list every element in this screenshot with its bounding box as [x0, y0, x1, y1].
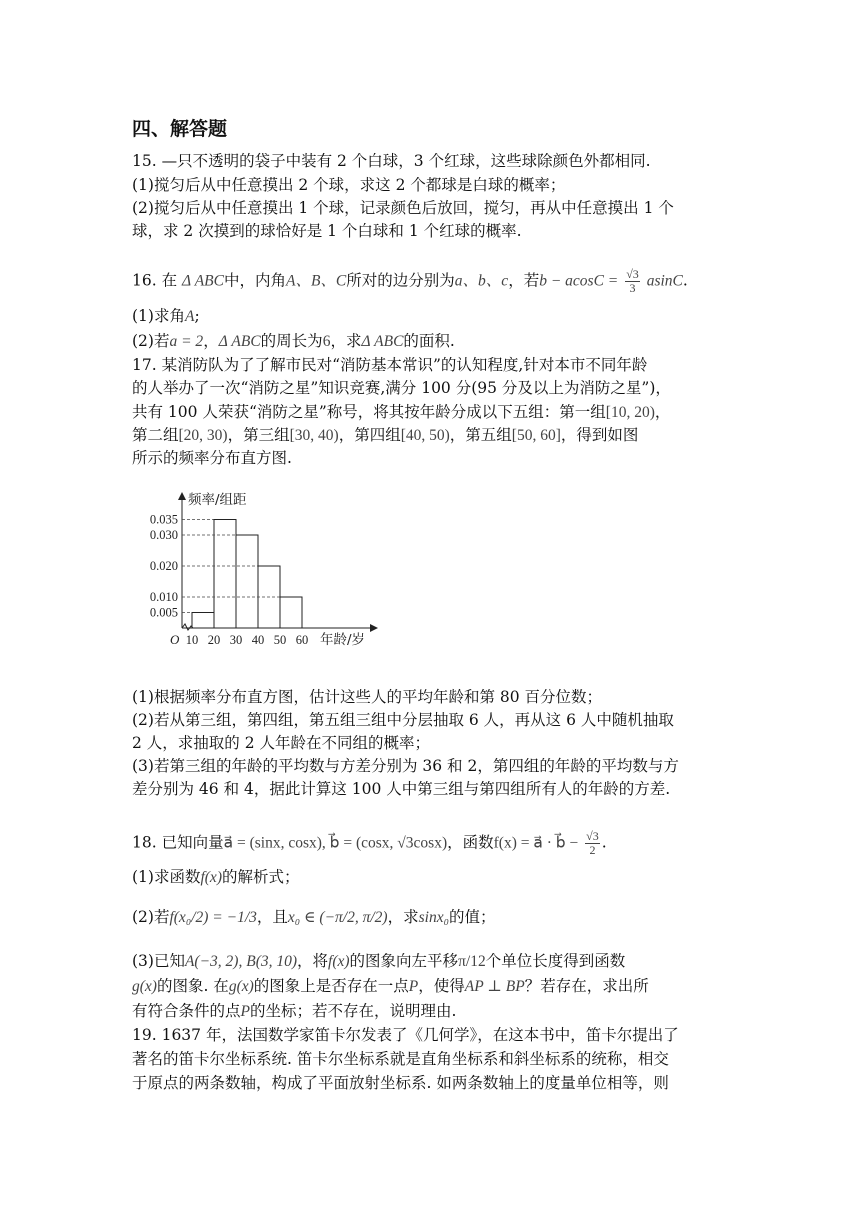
q16-p2-c: 的周长为 — [260, 332, 323, 350]
y-axis-title: 频率/组距 — [188, 492, 247, 508]
q18-p3-points: A(−3, 2), B(3, 10) — [184, 953, 298, 970]
q18-l1a: 18. 已知向量 — [132, 833, 224, 852]
q16-p2-eq: a = 2 — [169, 333, 204, 350]
q17-l4a: 第二组 — [132, 426, 179, 444]
x-tick-label: 30 — [229, 633, 243, 647]
y-tick-label: 0.020 — [149, 559, 178, 573]
q18-p1b: 的解析式； — [221, 868, 300, 886]
q18-fraction — [585, 830, 600, 857]
q18-p3j: 的坐标；若不存在，说明理由. — [249, 1002, 457, 1020]
q16-p1-text: (1)求角 — [132, 307, 185, 325]
q17-line-2: 的人举办了一次“消防之星”知识竞赛,满分 100 分(95 分及以上为消防之星”)， — [132, 379, 671, 397]
q16-equation-right: asinC — [646, 272, 683, 290]
q16-part-1 — [132, 305, 200, 328]
q16-p1-end: ; — [194, 307, 200, 325]
q16-p2-a: (2)若 — [132, 332, 170, 350]
q16-p2-b: ， — [203, 332, 219, 350]
q17-part-2b: 2 人，求抽取的 2 人年龄在不同组的概率； — [132, 734, 431, 752]
q16-prefix: 16. 在 — [132, 271, 178, 290]
q18-vectors: a⃗ = (sinx, cosx), b⃗ = (cosx, √3cosx) — [223, 834, 448, 852]
axis-break — [182, 624, 193, 630]
q16-p1-var: A — [184, 308, 195, 325]
q15-line-1: 15. —只不透明的袋子中装有 2 个白球，3 个红球，这些球除颜色外都相同. — [132, 152, 651, 170]
q18-p2c: ，求 — [387, 908, 419, 926]
q16-triangle: Δ ABC — [182, 272, 224, 290]
q18-part-2 — [132, 906, 495, 929]
x-axis-title: 年龄/岁 — [320, 632, 366, 648]
q17-group-5: [50, 60] — [511, 427, 561, 444]
x-tick-label: 50 — [273, 633, 287, 647]
q18-p3-gx: g(x) — [132, 978, 157, 995]
q18-p3c: 的图象向左平移 — [349, 952, 459, 970]
q17-line-3 — [132, 401, 670, 424]
q16-p2-e: 的面积. — [403, 332, 455, 350]
y-tick-label: 0.035 — [149, 512, 178, 527]
q18-p3d: 个单位长度得到函数 — [485, 952, 626, 970]
q18-l1c: . — [601, 833, 607, 852]
q18-part-3a — [132, 950, 625, 973]
histogram-bar — [280, 597, 302, 628]
q18-p3i: 有符合条件的点 — [132, 1002, 241, 1020]
q18-p3e: 的图象. 在 — [156, 977, 229, 995]
q16-mid3: ，若 — [508, 271, 540, 290]
q17-l3a: 共有 100 人荣获“消防之星”称号，将其按年龄分成以下五组：第一组 — [132, 403, 606, 421]
x-tick-label: 40 — [251, 633, 265, 647]
q19-line-1: 19. 1637 年，法国数学家笛卡尔发表了《几何学》，在这本书中，笛卡尔提出了 — [132, 1026, 679, 1044]
q19-line-3: 于原点的两条数轴，构成了平面放射坐标系. 如两条数轴上的度量单位相等，则 — [132, 1074, 669, 1092]
q17-group-4: [40, 50) — [400, 427, 450, 444]
q18-p2-range: x₀ ∈ (−π/2, π/2) — [287, 909, 388, 926]
q18-p3-fx: f(x) — [328, 953, 350, 970]
q17-group-1: [10, 20) — [605, 404, 655, 421]
q16-frac-num: √3 — [626, 267, 639, 281]
q16-equation-left: b − acosC = — [539, 272, 619, 290]
q18-p2b: ，且 — [256, 908, 288, 926]
y-tick-label: 0.030 — [149, 528, 178, 542]
origin-label: O — [170, 632, 180, 647]
q18-p3-perp: AP ⊥ BP — [464, 978, 525, 995]
q17-l4e: ，得到如图 — [560, 426, 639, 444]
x-tick-label: 60 — [295, 633, 309, 647]
x-tick-label: 20 — [207, 633, 221, 647]
histogram-bar — [192, 613, 214, 629]
y-tick-label: 0.010 — [149, 590, 178, 604]
section-title: 四、解答题 — [132, 118, 228, 140]
q18-p2d: 的值； — [448, 908, 496, 926]
x-tick-label: 10 — [185, 633, 199, 647]
q18-p1-fx: f(x) — [200, 869, 222, 886]
q16-stem — [132, 268, 688, 295]
q18-p3-gx2: g(x) — [228, 978, 254, 995]
q18-part-3c — [132, 1000, 456, 1023]
q17-line-4 — [132, 424, 638, 447]
q16-p2-six: 6 — [322, 333, 331, 350]
frequency-histogram — [122, 488, 402, 658]
q16-sides: a、b、c — [454, 272, 509, 290]
q18-p3h: ？若存在，求出所 — [524, 977, 649, 995]
q18-p3-P2: P — [240, 1003, 250, 1020]
q15-line-2: (1)搅匀后从中任意摸出 2 个球，求这 2 个都球是白球的概率； — [132, 176, 566, 194]
q17-line-5: 所示的频率分布直方图. — [132, 449, 292, 467]
q16-p2-d: ，求 — [330, 332, 362, 350]
q17-line-1: 17. 某消防队为了了解市民对“消防基本常识”的认知程度,针对本市不同年龄 — [132, 356, 648, 374]
q18-p3a: (3)已知 — [132, 952, 185, 970]
q18-p2-cond: f(x₀/2) = −1/3 — [169, 909, 257, 926]
q17-part-2a: (2)若从第三组，第四组，第五组三组中分层抽取 6 人，再从这 6 人中随机抽取 — [132, 711, 674, 729]
q16-part-2 — [132, 330, 455, 353]
q16-angles: A、B、C — [286, 272, 347, 290]
q18-part-1 — [132, 866, 300, 889]
q16-p2-tri2: Δ ABC — [361, 333, 404, 350]
q16-frac-den: 3 — [629, 281, 636, 295]
y-axis-arrow — [178, 492, 186, 500]
q16-fraction — [625, 268, 640, 295]
histogram-bar — [236, 535, 258, 628]
q16-p2-tri1: Δ ABC — [218, 333, 261, 350]
q18-p3g: ，使得 — [418, 977, 465, 995]
q17-part-3b: 差分别为 46 和 4，据此计算这 100 人中第三组与第四组所有人的年龄的方差. — [132, 780, 671, 798]
q18-p2-sin: sinx₀ — [418, 909, 449, 926]
q18-l1b: ，函数 — [447, 833, 494, 852]
q18-p3-shift: π/12 — [458, 953, 486, 970]
q17-l4c: ，第四组 — [338, 426, 401, 444]
q18-p3-P: P — [408, 978, 419, 995]
q17-l4b: ，第三组 — [227, 426, 290, 444]
q19-line-2: 著名的笛卡尔坐标系统. 笛卡尔坐标系就是直角坐标系和斜坐标系的统称，相交 — [132, 1050, 669, 1068]
q16-mid1: 中，内角 — [223, 271, 286, 290]
q17-part-1: (1)根据频率分布直方图，估计这些人的平均年龄和第 80 百分位数； — [132, 688, 603, 706]
q16-end: . — [682, 271, 688, 290]
q18-part-3b — [132, 975, 649, 998]
y-tick-label: 0.005 — [149, 605, 178, 620]
q18-fx-def: f(x) = a⃗ · b⃗ − — [493, 834, 579, 852]
q17-group-2: [20, 30) — [178, 427, 228, 444]
q17-part-3a: (3)若第三组的年龄的平均数与方差分别为 36 和 2，第四组的年龄的平均数与方 — [132, 757, 679, 775]
histogram-bar — [214, 520, 236, 629]
q18-p2a: (2)若 — [132, 908, 170, 926]
q18-stem — [132, 830, 607, 857]
q17-group-3: [30, 40) — [289, 427, 339, 444]
q15-line-3: (2)搅匀后从中任意摸出 1 个球，记录颜色后放回，搅匀，再从中任意摸出 1 个 — [132, 199, 674, 217]
x-axis-arrow — [370, 624, 378, 632]
q17-l4d: ，第五组 — [449, 426, 512, 444]
q18-frac-den: 2 — [589, 843, 596, 857]
q18-p1a: (1)求函数 — [132, 868, 201, 886]
q18-p3f: 的图象上是否存在一点 — [253, 977, 409, 995]
q15-line-4: 球，求 2 次摸到的球恰好是 1 个白球和 1 个红球的概率. — [132, 222, 522, 240]
q18-frac-num: √3 — [586, 829, 599, 843]
q17-l3b: ， — [654, 403, 671, 421]
q18-p3b: ，将 — [297, 952, 329, 970]
q16-mid2: 所对的边分别为 — [346, 271, 455, 290]
